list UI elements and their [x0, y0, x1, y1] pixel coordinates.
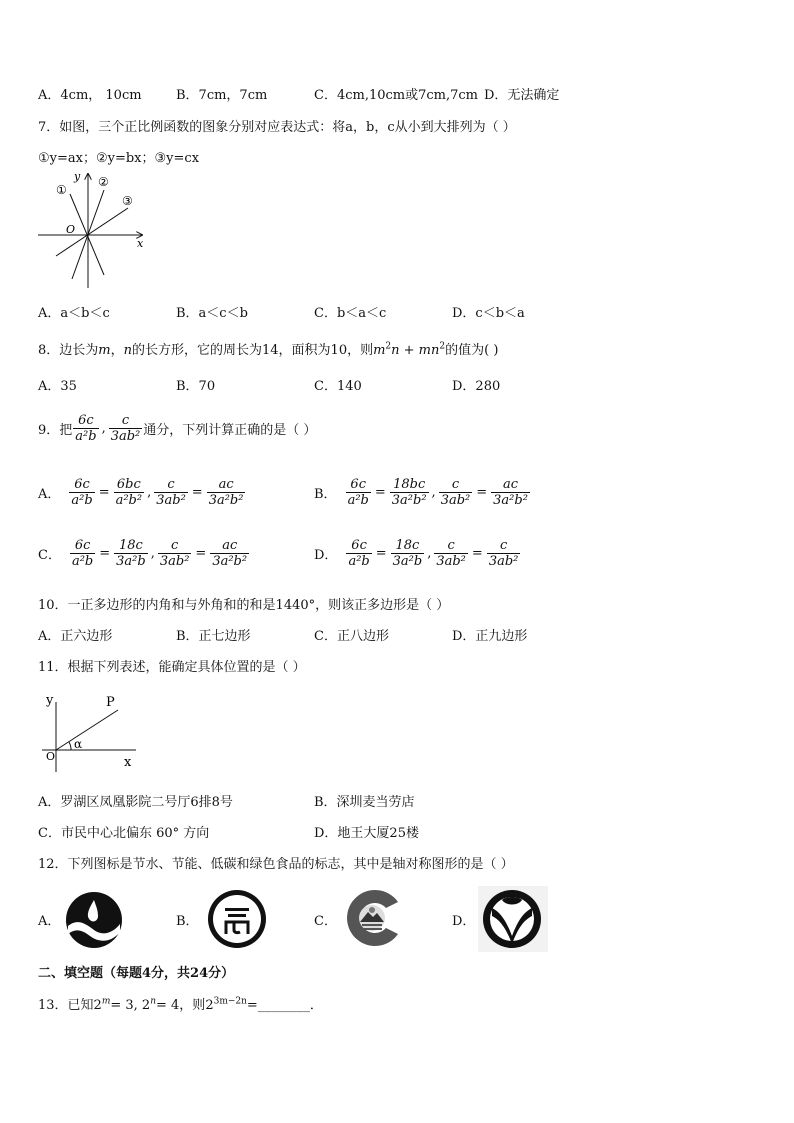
q8-sup-a: 2: [385, 341, 392, 352]
section-title-fill-blank: 二、填空题（每题4分，共24分）: [38, 966, 235, 981]
q8-var-n: n: [123, 343, 132, 358]
q11-figure: [38, 688, 148, 774]
q9-post: 通分，下列计算正确的是（ ）: [143, 422, 317, 438]
energy-saving-logo-icon: [206, 888, 268, 950]
q6-option-d: D．无法确定: [484, 88, 560, 103]
q8-stem: [38, 339, 498, 358]
y-label: y: [46, 693, 54, 708]
origin-label: O: [66, 223, 76, 236]
q12-label-a: A．: [38, 914, 61, 929]
q9-frac-1: $\frac{6c}{\text{a²b}}$: [75, 412, 97, 444]
x-label: x: [137, 237, 144, 250]
q8-pre: 8．边长为: [38, 343, 99, 358]
q7-option-a: A．a＜b＜c: [38, 306, 110, 321]
q13-stem: 13．已知$2^m= 3$, $2^n= 4$，则$2^{3m-2n}=\_\_\_\_\_\_\_\_$．: [38, 996, 323, 1013]
y-label: y: [74, 170, 81, 183]
q8-post: 的值为( ): [445, 343, 499, 358]
q9-stem: 9．把 $\frac{6c}{\text{a²b}}$ , $\frac{c}{\text{3ab²}}$ 通分，下列计算正确的是（ ）: [38, 412, 317, 444]
q7-option-d: D．c＜b＜a: [452, 306, 525, 321]
q8-sup-b: 2: [439, 341, 446, 352]
q8-mid: 的长方形，它的周长为14，面积为10，则: [132, 343, 374, 358]
q8-option-b: B．70: [176, 379, 216, 394]
q8-var-m: m: [98, 343, 111, 358]
q7-functions: ①y=ax；②y=bx；③y=cx: [38, 151, 200, 166]
q9-option-b: B． $\frac{6c}{\text{a²b}}$ = $\frac{18bc}{\text{3a²b²}}$ , $\frac{c}{\text{3ab²}}$ = $\frac{ac}{\text{3a²b²}}$: [314, 476, 528, 508]
angle-arc: [69, 742, 71, 750]
q6-option-c: C．4cm,10cm或7cm,7cm: [314, 88, 478, 103]
q8-sep: ，: [110, 343, 124, 358]
q8-option-a: A．35: [38, 379, 77, 394]
q11-option-d: D．地王大厦25楼: [314, 826, 419, 841]
q7-stem: 7．如图，三个正比例函数的图象分别对应表达式：将a，b，c从小到大排列为（ ）: [38, 120, 516, 135]
q11-option-a: A．罗湖区凤凰影院二号厅6排8号: [38, 795, 233, 810]
green-food-logo-icon: [478, 886, 548, 952]
alpha-label: α: [74, 737, 83, 751]
q6-option-a: A．4cm， 10cm: [38, 88, 142, 103]
q10-option-a: A．正六边形: [38, 629, 113, 644]
q6-option-b: B．7cm，7cm: [176, 88, 268, 103]
low-carbon-logo-icon: [340, 886, 402, 950]
q10-option-b: B．正七边形: [176, 629, 251, 644]
q11-option-b: B．深圳麦当劳店: [314, 795, 415, 810]
q7-option-b: B．a＜c＜b: [176, 306, 248, 321]
q10-stem: 10．一正多边形的内角和与外角和的和是1440°，则该正多边形是（ ）: [38, 598, 450, 613]
q10-option-d: D．正九边形: [452, 629, 528, 644]
ray-op: [56, 710, 118, 750]
q12-stem: 12．下列图标是节水、节能、低碳和绿色食品的标志，其中是轴对称图形的是（ ）: [38, 857, 514, 872]
q13-pre: 13．已知: [38, 998, 94, 1013]
label-3: ③: [122, 194, 133, 208]
point-p-label: P: [106, 695, 115, 710]
q8-option-c: C．140: [314, 379, 362, 394]
water-saving-logo-icon: [64, 890, 124, 950]
q9-pre: 9．把: [38, 422, 73, 438]
q13-answer-blank: =________．: [246, 998, 323, 1013]
q9-option-c: C． $\frac{6c}{\text{a²b}}$ = $\frac{18c}{\text{3a²b}}$ , $\frac{c}{\text{3ab²}}$ = $\frac{ac}{\text{3a²b²}}$: [38, 537, 248, 569]
q8-option-d: D．280: [452, 379, 501, 394]
label-2: ②: [98, 175, 109, 189]
q8-expr-a: m: [373, 343, 386, 358]
label-1: ①: [56, 183, 67, 197]
q11-stem: 11．根据下列表述，能确定具体位置的是（ ）: [38, 660, 306, 675]
q9-option-d: D． $\frac{6c}{\text{a²b}}$ = $\frac{18c}{\text{3a²b}}$ , $\frac{c}{\text{3ab²}}$ = $\frac{c}{\text{3ab²}}$: [314, 537, 519, 569]
q9-frac-2: $\frac{c}{\text{3ab²}}$: [110, 412, 141, 444]
origin-label: O: [46, 750, 56, 763]
x-label: x: [124, 755, 132, 770]
q7-option-c: C．b＜a＜c: [314, 306, 387, 321]
q8-expr-b: n + mn: [391, 343, 440, 358]
q12-label-c: C．: [314, 914, 337, 929]
q11-option-c: C．市民中心北偏东 60° 方向: [38, 826, 210, 841]
q7-figure: [34, 168, 154, 290]
q12-label-d: D．: [452, 914, 476, 929]
q12-label-b: B．: [176, 914, 199, 929]
q9-option-a: A． $\frac{6c}{\text{a²b}}$ = $\frac{6bc}{\text{a²b²}}$ , $\frac{c}{\text{3ab²}}$ = $\frac{ac}{\text{3a²b²}}$: [38, 476, 244, 508]
q10-option-c: C．正八边形: [314, 629, 389, 644]
